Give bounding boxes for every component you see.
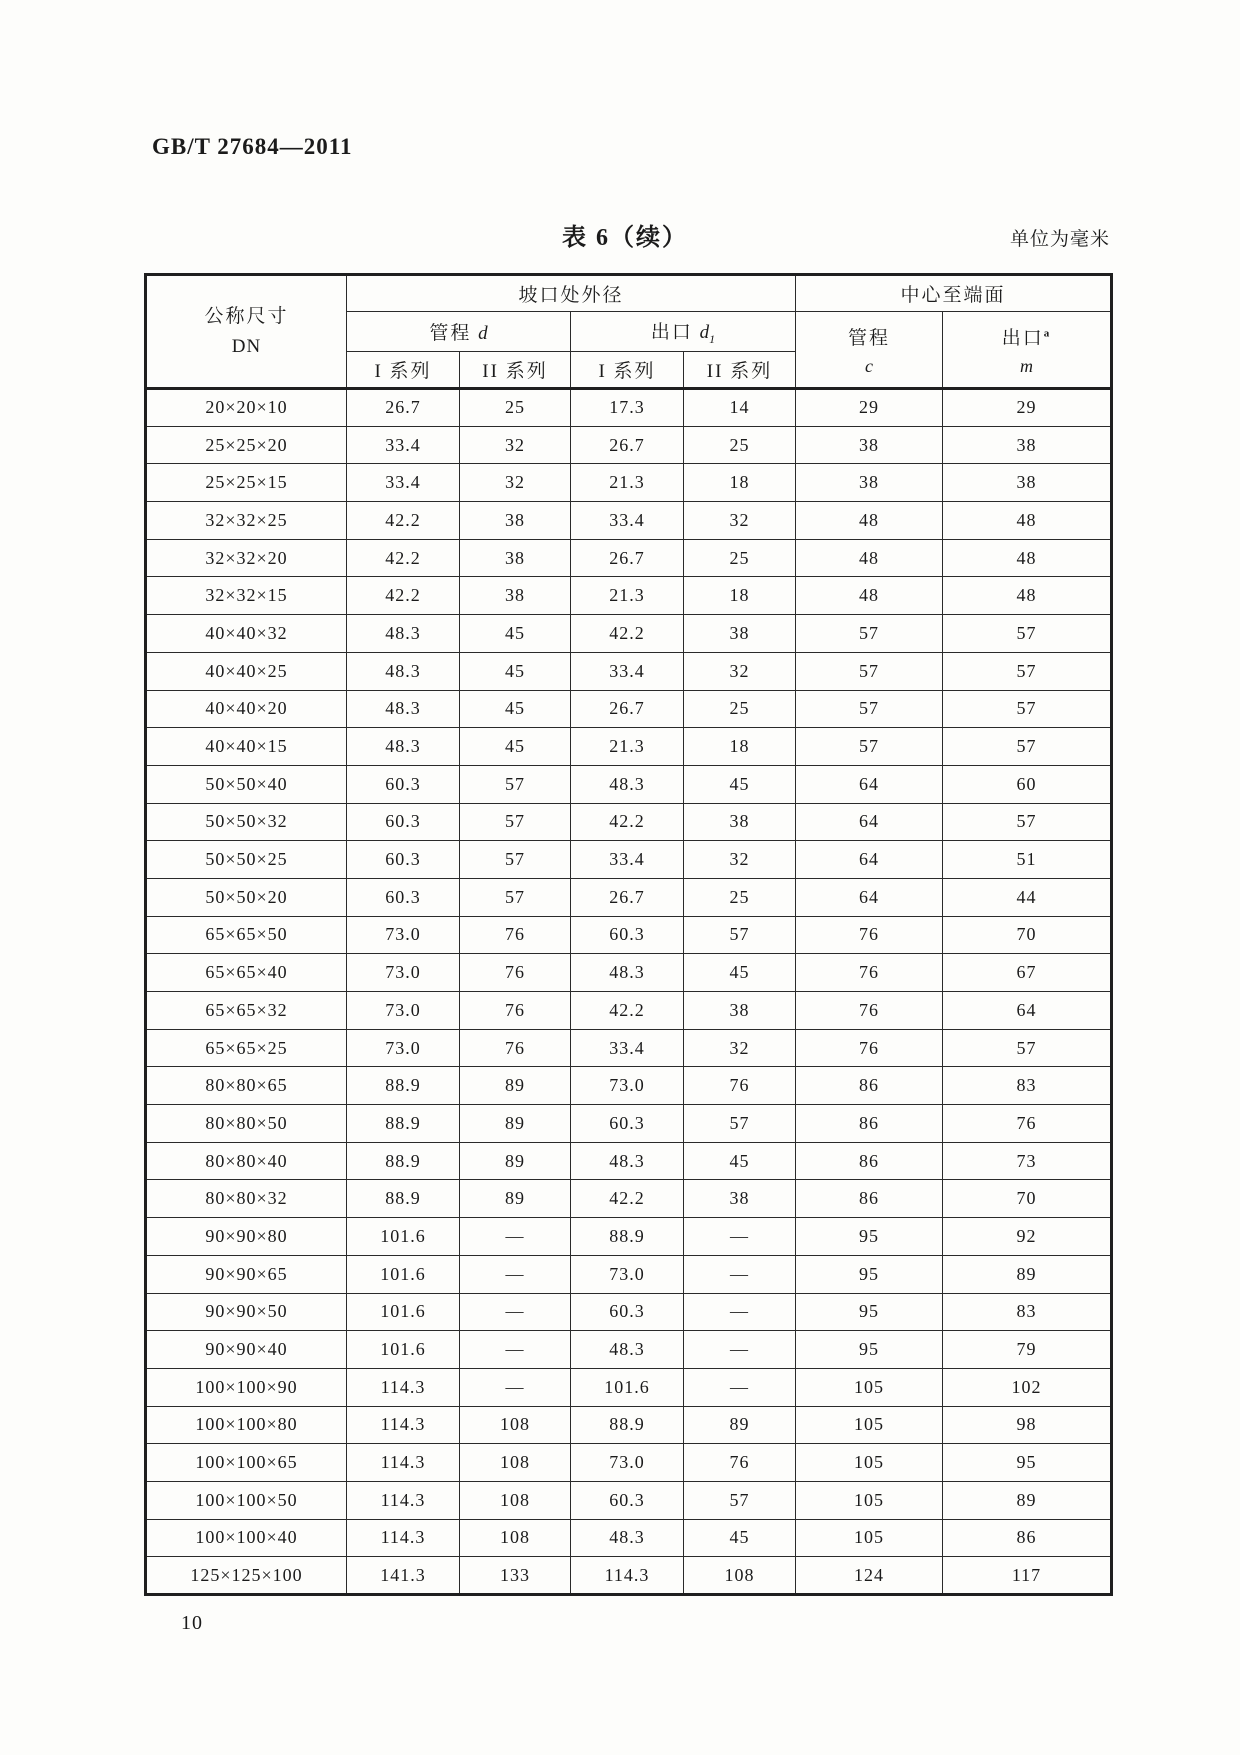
cell-dn: 32×32×15 <box>146 577 347 615</box>
spec-table <box>144 273 1113 1596</box>
cell-run-d-series2: 89 <box>460 1142 571 1180</box>
cell-outlet-d1-series2: 108 <box>684 1557 796 1595</box>
cell-run-d-series2: 76 <box>460 954 571 992</box>
cell-run-d-series1: 101.6 <box>347 1218 460 1256</box>
cell-dn: 50×50×20 <box>146 878 347 916</box>
cell-center-outlet-m: 29 <box>943 389 1112 427</box>
cell-outlet-d1-series1: 42.2 <box>571 992 684 1030</box>
cell-run-d-series2: 89 <box>460 1105 571 1143</box>
cell-outlet-d1-series2: 32 <box>684 841 796 879</box>
cell-center-run-c: 86 <box>796 1067 943 1105</box>
cell-center-run-c: 76 <box>796 992 943 1030</box>
table-row <box>146 954 1112 992</box>
cell-outlet-d1-series2: 18 <box>684 464 796 502</box>
cell-outlet-d1-series2: 25 <box>684 878 796 916</box>
cell-center-outlet-m: 70 <box>943 1180 1112 1218</box>
table-row <box>146 1557 1112 1595</box>
cell-center-outlet-m: 57 <box>943 652 1112 690</box>
cell-dn: 65×65×32 <box>146 992 347 1030</box>
cell-outlet-d1-series2: — <box>684 1293 796 1331</box>
table-row <box>146 878 1112 916</box>
cell-center-run-c: 95 <box>796 1293 943 1331</box>
cell-outlet-d1-series2: 25 <box>684 426 796 464</box>
cell-run-d-series2: 45 <box>460 690 571 728</box>
cell-outlet-d1-series2: 89 <box>684 1406 796 1444</box>
cell-center-run-c: 124 <box>796 1557 943 1595</box>
cell-run-d-series1: 114.3 <box>347 1481 460 1519</box>
cell-run-d-series2: 57 <box>460 841 571 879</box>
table-row <box>146 916 1112 954</box>
cell-outlet-d1-series2: 14 <box>684 389 796 427</box>
cell-center-run-c: 76 <box>796 916 943 954</box>
cell-dn: 100×100×90 <box>146 1368 347 1406</box>
table-row <box>146 1481 1112 1519</box>
cell-outlet-d1-series1: 48.3 <box>571 765 684 803</box>
cell-run-d-series2: 25 <box>460 389 571 427</box>
cell-run-d-series2: 32 <box>460 464 571 502</box>
cell-dn: 65×65×25 <box>146 1029 347 1067</box>
cell-run-d-series1: 48.3 <box>347 690 460 728</box>
cell-outlet-d1-series1: 26.7 <box>571 690 684 728</box>
cell-center-run-c: 95 <box>796 1331 943 1369</box>
table-title: 表 6（续） <box>562 225 688 251</box>
cell-center-outlet-m: 64 <box>943 992 1112 1030</box>
cell-center-run-c: 57 <box>796 690 943 728</box>
cell-run-d-series1: 42.2 <box>347 502 460 540</box>
cell-run-d-series1: 48.3 <box>347 728 460 766</box>
cell-run-d-series1: 114.3 <box>347 1368 460 1406</box>
cell-outlet-d1-series1: 17.3 <box>571 389 684 427</box>
cell-outlet-d1-series1: 48.3 <box>571 1331 684 1369</box>
cell-run-d-series2: 57 <box>460 765 571 803</box>
table-row <box>146 1406 1112 1444</box>
cell-outlet-d1-series2: — <box>684 1331 796 1369</box>
cell-center-run-c: 57 <box>796 652 943 690</box>
cell-outlet-d1-series1: 73.0 <box>571 1067 684 1105</box>
header-row-1 <box>146 275 1112 312</box>
cell-run-d-series1: 114.3 <box>347 1519 460 1557</box>
cell-run-d-series1: 42.2 <box>347 577 460 615</box>
cell-run-d-series1: 48.3 <box>347 652 460 690</box>
cell-dn: 80×80×65 <box>146 1067 347 1105</box>
cell-center-outlet-m: 92 <box>943 1218 1112 1256</box>
cell-run-d-series1: 60.3 <box>347 878 460 916</box>
table-row <box>146 539 1112 577</box>
cell-outlet-d1-series1: 48.3 <box>571 1142 684 1180</box>
cell-center-run-c: 38 <box>796 426 943 464</box>
table-row <box>146 1180 1112 1218</box>
cell-center-outlet-m: 76 <box>943 1105 1112 1143</box>
cell-dn: 100×100×50 <box>146 1481 347 1519</box>
cell-outlet-d1-series2: 25 <box>684 539 796 577</box>
cell-center-outlet-m: 89 <box>943 1481 1112 1519</box>
cell-dn: 80×80×32 <box>146 1180 347 1218</box>
cell-center-run-c: 105 <box>796 1519 943 1557</box>
cell-run-d-series2: 108 <box>460 1481 571 1519</box>
cell-outlet-d1-series2: 57 <box>684 1105 796 1143</box>
cell-center-outlet-m: 89 <box>943 1255 1112 1293</box>
cell-center-run-c: 48 <box>796 577 943 615</box>
header-groove-od: 坡口处外径 <box>347 275 796 312</box>
cell-center-run-c: 95 <box>796 1255 943 1293</box>
table-row <box>146 841 1112 879</box>
cell-run-d-series2: 38 <box>460 539 571 577</box>
table-row <box>146 1368 1112 1406</box>
cell-outlet-d1-series1: 48.3 <box>571 1519 684 1557</box>
cell-center-outlet-m: 48 <box>943 577 1112 615</box>
cell-outlet-d1-series1: 21.3 <box>571 728 684 766</box>
cell-run-d-series1: 42.2 <box>347 539 460 577</box>
cell-center-run-c: 57 <box>796 728 943 766</box>
table-row <box>146 1029 1112 1067</box>
cell-run-d-series2: 45 <box>460 652 571 690</box>
cell-run-d-series2: 76 <box>460 916 571 954</box>
table-row <box>146 1519 1112 1557</box>
cell-outlet-d1-series1: 26.7 <box>571 539 684 577</box>
cell-center-run-c: 29 <box>796 389 943 427</box>
cell-run-d-series2: — <box>460 1331 571 1369</box>
cell-dn: 32×32×25 <box>146 502 347 540</box>
cell-outlet-d1-series1: 48.3 <box>571 954 684 992</box>
cell-dn: 40×40×32 <box>146 615 347 653</box>
run-d-symbol: d <box>478 323 488 344</box>
cell-dn: 65×65×40 <box>146 954 347 992</box>
cell-dn: 90×90×80 <box>146 1218 347 1256</box>
cell-outlet-d1-series1: 60.3 <box>571 916 684 954</box>
cell-dn: 25×25×20 <box>146 426 347 464</box>
table-row <box>146 1293 1112 1331</box>
center-outlet-symbol: m <box>1020 355 1034 376</box>
cell-center-run-c: 64 <box>796 841 943 879</box>
outlet-d1-subscript: 1 <box>709 331 716 346</box>
cell-outlet-d1-series2: 38 <box>684 615 796 653</box>
cell-dn: 100×100×40 <box>146 1519 347 1557</box>
cell-run-d-series1: 73.0 <box>347 1029 460 1067</box>
cell-outlet-d1-series1: 88.9 <box>571 1406 684 1444</box>
table-row <box>146 1067 1112 1105</box>
cell-run-d-series1: 60.3 <box>347 803 460 841</box>
cell-run-d-series2: 108 <box>460 1519 571 1557</box>
table-row <box>146 464 1112 502</box>
cell-dn: 90×90×40 <box>146 1331 347 1369</box>
cell-run-d-series2: 45 <box>460 615 571 653</box>
table-row <box>146 615 1112 653</box>
cell-dn: 80×80×40 <box>146 1142 347 1180</box>
table-row <box>146 577 1112 615</box>
cell-outlet-d1-series2: 45 <box>684 1142 796 1180</box>
cell-outlet-d1-series1: 42.2 <box>571 1180 684 1218</box>
cell-center-run-c: 64 <box>796 765 943 803</box>
cell-dn: 50×50×25 <box>146 841 347 879</box>
cell-center-run-c: 86 <box>796 1180 943 1218</box>
header-dn-line1: 公称尺寸 <box>204 306 289 328</box>
header-outlet-d1-label: 出口 <box>650 321 693 343</box>
cell-center-outlet-m: 70 <box>943 916 1112 954</box>
table-row <box>146 992 1112 1030</box>
header-center-outlet-m <box>943 312 1112 389</box>
cell-run-d-series1: 73.0 <box>347 916 460 954</box>
center-outlet-footnote-mark: a <box>1043 327 1052 340</box>
table-row <box>146 652 1112 690</box>
cell-run-d-series1: 73.0 <box>347 954 460 992</box>
cell-outlet-d1-series2: — <box>684 1368 796 1406</box>
header-run-d-label: 管程 <box>429 323 472 344</box>
unit-note: 单位为毫米 <box>1009 229 1110 250</box>
cell-dn: 125×125×100 <box>146 1557 347 1595</box>
cell-run-d-series1: 101.6 <box>347 1293 460 1331</box>
cell-dn: 50×50×32 <box>146 803 347 841</box>
cell-dn: 20×20×10 <box>146 389 347 427</box>
table-row <box>146 765 1112 803</box>
cell-outlet-d1-series1: 33.4 <box>571 841 684 879</box>
cell-outlet-d1-series2: 38 <box>684 803 796 841</box>
cell-center-outlet-m: 57 <box>943 615 1112 653</box>
header-run-series1: I 系列 <box>347 352 460 389</box>
cell-run-d-series2: 108 <box>460 1444 571 1482</box>
cell-dn: 40×40×20 <box>146 690 347 728</box>
header-dn <box>146 275 347 389</box>
cell-run-d-series1: 26.7 <box>347 389 460 427</box>
cell-run-d-series2: 38 <box>460 577 571 615</box>
cell-outlet-d1-series1: 101.6 <box>571 1368 684 1406</box>
cell-outlet-d1-series2: 32 <box>684 652 796 690</box>
cell-outlet-d1-series2: 57 <box>684 1481 796 1519</box>
cell-outlet-d1-series1: 33.4 <box>571 502 684 540</box>
cell-dn: 65×65×50 <box>146 916 347 954</box>
cell-center-outlet-m: 57 <box>943 803 1112 841</box>
cell-center-outlet-m: 95 <box>943 1444 1112 1482</box>
cell-outlet-d1-series2: 45 <box>684 765 796 803</box>
cell-run-d-series2: 76 <box>460 992 571 1030</box>
cell-run-d-series2: 133 <box>460 1557 571 1595</box>
table-row <box>146 1444 1112 1482</box>
cell-dn: 100×100×65 <box>146 1444 347 1482</box>
table-row <box>146 426 1112 464</box>
cell-outlet-d1-series2: 18 <box>684 728 796 766</box>
cell-outlet-d1-series2: 38 <box>684 1180 796 1218</box>
cell-outlet-d1-series2: 45 <box>684 954 796 992</box>
cell-outlet-d1-series1: 42.2 <box>571 803 684 841</box>
cell-center-outlet-m: 57 <box>943 1029 1112 1067</box>
cell-run-d-series2: 108 <box>460 1406 571 1444</box>
table-header <box>146 275 1112 389</box>
header-center-run-c <box>796 312 943 389</box>
outlet-d1-symbol: d <box>699 321 710 343</box>
cell-center-run-c: 105 <box>796 1368 943 1406</box>
cell-center-outlet-m: 48 <box>943 502 1112 540</box>
table-row <box>146 389 1112 427</box>
cell-run-d-series1: 114.3 <box>347 1444 460 1482</box>
cell-outlet-d1-series2: 32 <box>684 502 796 540</box>
cell-center-outlet-m: 102 <box>943 1368 1112 1406</box>
table-row <box>146 1105 1112 1143</box>
cell-run-d-series2: 57 <box>460 878 571 916</box>
cell-run-d-series1: 33.4 <box>347 426 460 464</box>
cell-outlet-d1-series1: 26.7 <box>571 878 684 916</box>
cell-center-outlet-m: 117 <box>943 1557 1112 1595</box>
cell-outlet-d1-series1: 73.0 <box>571 1444 684 1482</box>
cell-outlet-d1-series1: 88.9 <box>571 1218 684 1256</box>
cell-run-d-series1: 114.3 <box>347 1406 460 1444</box>
cell-dn: 90×90×50 <box>146 1293 347 1331</box>
cell-run-d-series1: 88.9 <box>347 1142 460 1180</box>
cell-run-d-series1: 88.9 <box>347 1105 460 1143</box>
table-row <box>146 1142 1112 1180</box>
cell-dn: 40×40×15 <box>146 728 347 766</box>
cell-outlet-d1-series2: 38 <box>684 992 796 1030</box>
cell-outlet-d1-series1: 21.3 <box>571 577 684 615</box>
header-center-run-label: 管程 <box>848 327 891 349</box>
cell-outlet-d1-series1: 26.7 <box>571 426 684 464</box>
cell-dn: 90×90×65 <box>146 1255 347 1293</box>
cell-run-d-series2: 38 <box>460 502 571 540</box>
cell-center-run-c: 64 <box>796 878 943 916</box>
cell-dn: 40×40×25 <box>146 652 347 690</box>
cell-outlet-d1-series2: 18 <box>684 577 796 615</box>
cell-center-run-c: 48 <box>796 539 943 577</box>
table-row <box>146 1255 1112 1293</box>
cell-center-outlet-m: 98 <box>943 1406 1112 1444</box>
cell-run-d-series2: — <box>460 1293 571 1331</box>
cell-run-d-series2: — <box>460 1368 571 1406</box>
header-run-series2: II 系列 <box>460 352 571 389</box>
center-run-symbol: c <box>865 355 874 376</box>
cell-outlet-d1-series1: 33.4 <box>571 652 684 690</box>
cell-center-run-c: 64 <box>796 803 943 841</box>
cell-run-d-series1: 48.3 <box>347 615 460 653</box>
cell-run-d-series1: 73.0 <box>347 992 460 1030</box>
cell-run-d-series1: 88.9 <box>347 1067 460 1105</box>
page-number: 10 <box>181 1612 203 1634</box>
cell-center-run-c: 57 <box>796 615 943 653</box>
cell-outlet-d1-series1: 42.2 <box>571 615 684 653</box>
header-center-to-end: 中心至端面 <box>796 275 1112 312</box>
cell-run-d-series2: 45 <box>460 728 571 766</box>
header-outlet-series1: I 系列 <box>571 352 684 389</box>
cell-center-outlet-m: 44 <box>943 878 1112 916</box>
table-row <box>146 803 1112 841</box>
cell-center-run-c: 76 <box>796 1029 943 1067</box>
cell-center-run-c: 95 <box>796 1218 943 1256</box>
cell-outlet-d1-series2: — <box>684 1218 796 1256</box>
header-dn-line2: DN <box>231 335 262 357</box>
cell-center-run-c: 86 <box>796 1142 943 1180</box>
cell-center-outlet-m: 48 <box>943 539 1112 577</box>
cell-outlet-d1-series2: 32 <box>684 1029 796 1067</box>
cell-outlet-d1-series1: 73.0 <box>571 1255 684 1293</box>
cell-outlet-d1-series2: 45 <box>684 1519 796 1557</box>
cell-run-d-series2: 76 <box>460 1029 571 1067</box>
cell-outlet-d1-series2: 25 <box>684 690 796 728</box>
table-row <box>146 690 1112 728</box>
table-row <box>146 1218 1112 1256</box>
cell-outlet-d1-series2: — <box>684 1255 796 1293</box>
cell-center-run-c: 76 <box>796 954 943 992</box>
cell-run-d-series1: 101.6 <box>347 1331 460 1369</box>
cell-dn: 80×80×50 <box>146 1105 347 1143</box>
cell-outlet-d1-series1: 33.4 <box>571 1029 684 1067</box>
cell-center-run-c: 38 <box>796 464 943 502</box>
cell-center-outlet-m: 38 <box>943 426 1112 464</box>
cell-outlet-d1-series1: 114.3 <box>571 1557 684 1595</box>
header-outlet-d1 <box>571 312 796 352</box>
cell-center-outlet-m: 38 <box>943 464 1112 502</box>
cell-outlet-d1-series2: 57 <box>684 916 796 954</box>
cell-run-d-series2: 89 <box>460 1180 571 1218</box>
cell-run-d-series1: 141.3 <box>347 1557 460 1595</box>
cell-center-outlet-m: 57 <box>943 690 1112 728</box>
cell-center-outlet-m: 83 <box>943 1067 1112 1105</box>
cell-center-run-c: 48 <box>796 502 943 540</box>
cell-center-run-c: 105 <box>796 1444 943 1482</box>
header-center-outlet-label: 出口 <box>1001 327 1044 349</box>
cell-dn: 32×32×20 <box>146 539 347 577</box>
cell-center-outlet-m: 67 <box>943 954 1112 992</box>
cell-center-run-c: 86 <box>796 1105 943 1143</box>
table-body <box>146 389 1112 1595</box>
header-run-d <box>347 312 571 352</box>
cell-outlet-d1-series1: 60.3 <box>571 1481 684 1519</box>
doc-number: GB/T 27684—2011 <box>152 134 353 159</box>
cell-run-d-series2: — <box>460 1255 571 1293</box>
cell-center-outlet-m: 73 <box>943 1142 1112 1180</box>
cell-center-outlet-m: 60 <box>943 765 1112 803</box>
cell-center-outlet-m: 57 <box>943 728 1112 766</box>
cell-run-d-series1: 60.3 <box>347 765 460 803</box>
cell-run-d-series1: 33.4 <box>347 464 460 502</box>
cell-outlet-d1-series2: 76 <box>684 1444 796 1482</box>
cell-center-outlet-m: 79 <box>943 1331 1112 1369</box>
cell-center-run-c: 105 <box>796 1406 943 1444</box>
cell-run-d-series2: — <box>460 1218 571 1256</box>
table-row <box>146 728 1112 766</box>
cell-run-d-series2: 89 <box>460 1067 571 1105</box>
cell-outlet-d1-series1: 60.3 <box>571 1105 684 1143</box>
cell-run-d-series1: 101.6 <box>347 1255 460 1293</box>
cell-outlet-d1-series1: 21.3 <box>571 464 684 502</box>
cell-dn: 50×50×40 <box>146 765 347 803</box>
cell-run-d-series1: 60.3 <box>347 841 460 879</box>
cell-dn: 100×100×80 <box>146 1406 347 1444</box>
cell-run-d-series2: 32 <box>460 426 571 464</box>
cell-center-outlet-m: 86 <box>943 1519 1112 1557</box>
cell-run-d-series2: 57 <box>460 803 571 841</box>
cell-outlet-d1-series2: 76 <box>684 1067 796 1105</box>
cell-center-outlet-m: 83 <box>943 1293 1112 1331</box>
cell-dn: 25×25×15 <box>146 464 347 502</box>
table-row <box>146 1331 1112 1369</box>
cell-outlet-d1-series1: 60.3 <box>571 1293 684 1331</box>
cell-run-d-series1: 88.9 <box>347 1180 460 1218</box>
header-outlet-series2: II 系列 <box>684 352 796 389</box>
cell-center-run-c: 105 <box>796 1481 943 1519</box>
cell-center-outlet-m: 51 <box>943 841 1112 879</box>
table-row <box>146 502 1112 540</box>
